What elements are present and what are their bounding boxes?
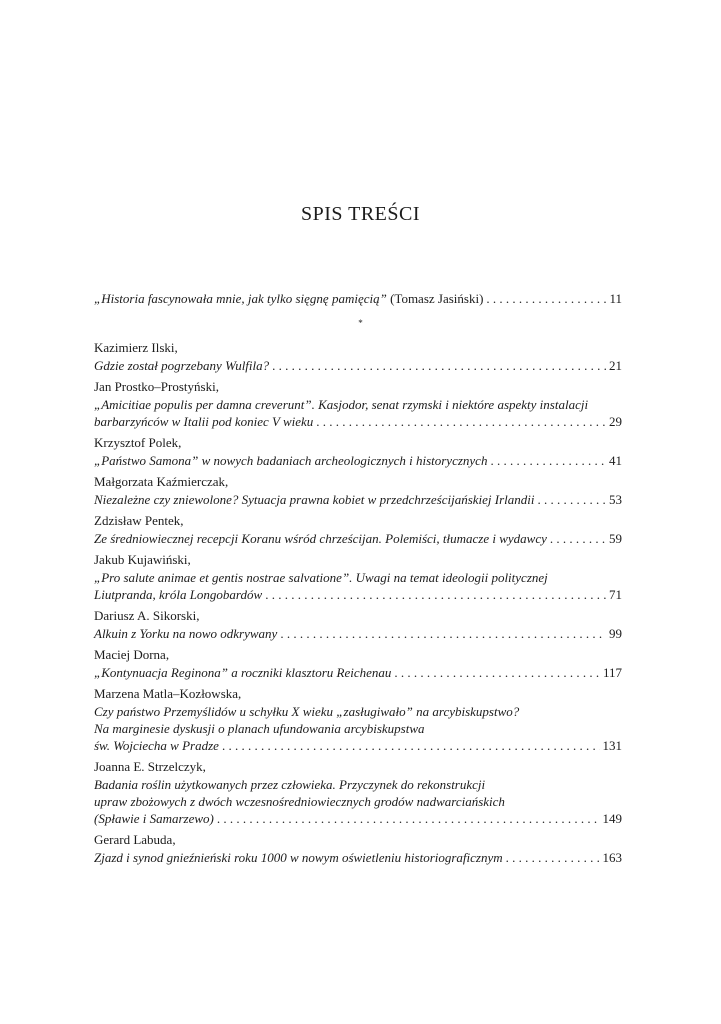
page-number: 21 — [609, 358, 622, 373]
dot-leader — [506, 849, 600, 866]
dot-leader — [490, 452, 606, 469]
dot-leader — [217, 810, 600, 827]
page-number: 29 — [609, 414, 622, 429]
dot-leader — [486, 290, 606, 307]
entry-leader-line — [94, 491, 622, 508]
entry-author: Joanna E. Strzelczyk, — [94, 759, 206, 774]
toc-entry — [94, 378, 622, 430]
entry-title-line: upraw zbożowych z dwóch wczesnośredniowiecznych grodów nadwarciańskich — [94, 794, 505, 809]
entry-title-last-line: Zjazd i synod gnieźnieński roku 1000 w nowym oświetleniu historiograficznym — [94, 850, 503, 865]
entry-title-last-line: (Spławie i Samarzewo) — [94, 811, 214, 826]
toc-entry — [94, 434, 622, 469]
page-number: 71 — [609, 587, 622, 602]
section-separator: * — [358, 318, 363, 328]
entry-author: Zdzisław Pentek, — [94, 513, 184, 528]
page-number: 149 — [602, 811, 622, 826]
dot-leader — [394, 664, 600, 681]
entry-author: Jan Prostko–Prostyński, — [94, 379, 219, 394]
entry-author: Jakub Kujawiński, — [94, 552, 191, 567]
entry-leader-line — [94, 413, 622, 430]
entry-leader-line — [94, 849, 622, 866]
entry-author: Marzena Matla–Kozłowska, — [94, 686, 242, 701]
entry-title-last-line: „Państwo Samona” w nowych badaniach archeologicznych i historycznych — [94, 453, 488, 468]
toc-entry — [94, 339, 622, 374]
page-number: 53 — [609, 492, 622, 507]
entry-title-line: Badania roślin użytkowanych przez człowieka. Przyczynek do rekonstrukcji — [94, 777, 486, 792]
entry-title-line: „Pro salute animae et gentis nostrae salvatione”. Uwagi na temat ideologii politycznej — [94, 570, 548, 585]
page-number: 41 — [609, 453, 622, 468]
entry-leader-line — [94, 810, 622, 827]
intro-entry — [94, 290, 622, 307]
entry-title-last-line: św. Wojciecha w Pradze — [94, 738, 219, 753]
toc-entry — [94, 512, 622, 547]
entry-leader-line — [94, 357, 622, 374]
dot-leader — [538, 491, 607, 508]
toc-entry — [94, 685, 622, 754]
intro-line — [94, 290, 622, 307]
page-number: 131 — [602, 738, 622, 753]
entry-title-last-line: Niezależne czy zniewolone? Sytuacja prawna kobiet w przedchrześcijańskiej Irlandii — [94, 492, 535, 507]
entry-title-last-line: Alkuin z Yorku na nowo odkrywany — [94, 626, 278, 641]
toc-entry — [94, 473, 622, 508]
intro-author: (Tomasz Jasiński) — [386, 291, 484, 306]
entry-title-line: „Amicitiae populis per damna creverunt”. Kasjodor, senat rzymski i niektóre aspekty instalacji — [94, 397, 589, 412]
dot-leader — [265, 586, 606, 603]
entry-leader-line — [94, 586, 622, 603]
entry-title-last-line: Gdzie został pogrzebany Wulfila? — [94, 358, 270, 373]
entry-title-last-line: „Kontynuacja Reginona” a roczniki klasztoru Reichenau — [94, 665, 392, 680]
entry-author: Krzysztof Polek, — [94, 435, 182, 450]
entry-leader-line — [94, 737, 622, 754]
entry-author: Maciej Dorna, — [94, 647, 170, 662]
page-number: 117 — [602, 665, 622, 680]
entry-title-last-line: Liutpranda, króla Longobardów — [94, 587, 263, 602]
entry-author: Dariusz A. Sikorski, — [94, 608, 200, 623]
dot-leader — [550, 530, 606, 547]
intro-title: „Historia fascynowała mnie, jak tylko sięgnę pamięcią” — [94, 291, 387, 306]
entry-leader-line — [94, 530, 622, 547]
toc-entries — [94, 339, 622, 870]
toc-entry — [94, 607, 622, 642]
page-number: 11 — [609, 291, 622, 306]
page-number: 59 — [609, 531, 622, 546]
entry-leader-line — [94, 625, 622, 642]
entry-author: Gerard Labuda, — [94, 832, 176, 847]
dot-leader — [280, 625, 606, 642]
entry-author: Kazimierz Ilski, — [94, 340, 178, 355]
entry-leader-line — [94, 452, 622, 469]
entry-title-line: Na marginesie dyskusji o planach ufundowania arcybiskupstwa — [94, 721, 425, 736]
toc-entry — [94, 758, 622, 827]
entry-leader-line — [94, 664, 622, 681]
toc-entry — [94, 551, 622, 603]
intro-title-line — [94, 290, 483, 307]
toc-entry — [94, 646, 622, 681]
entry-author: Małgorzata Kaźmierczak, — [94, 474, 229, 489]
entry-title-last-line: Ze średniowiecznej recepcji Koranu wśród chrześcijan. Polemiści, tłumacze i wydawcy — [94, 531, 547, 546]
dot-leader — [222, 737, 600, 754]
page-number: 99 — [609, 626, 622, 641]
toc-entry — [94, 831, 622, 866]
page-title: SPIS TREŚCI — [300, 203, 421, 225]
entry-title-last-line: barbarzyńców w Italii pod koniec V wieku — [94, 414, 314, 429]
page-number: 163 — [602, 850, 622, 865]
dot-leader — [272, 357, 606, 374]
dot-leader — [316, 413, 606, 430]
entry-title-line: Czy państwo Przemyślidów u schyłku X wieku „zasługiwało” na arcybiskupstwo? — [94, 704, 520, 719]
